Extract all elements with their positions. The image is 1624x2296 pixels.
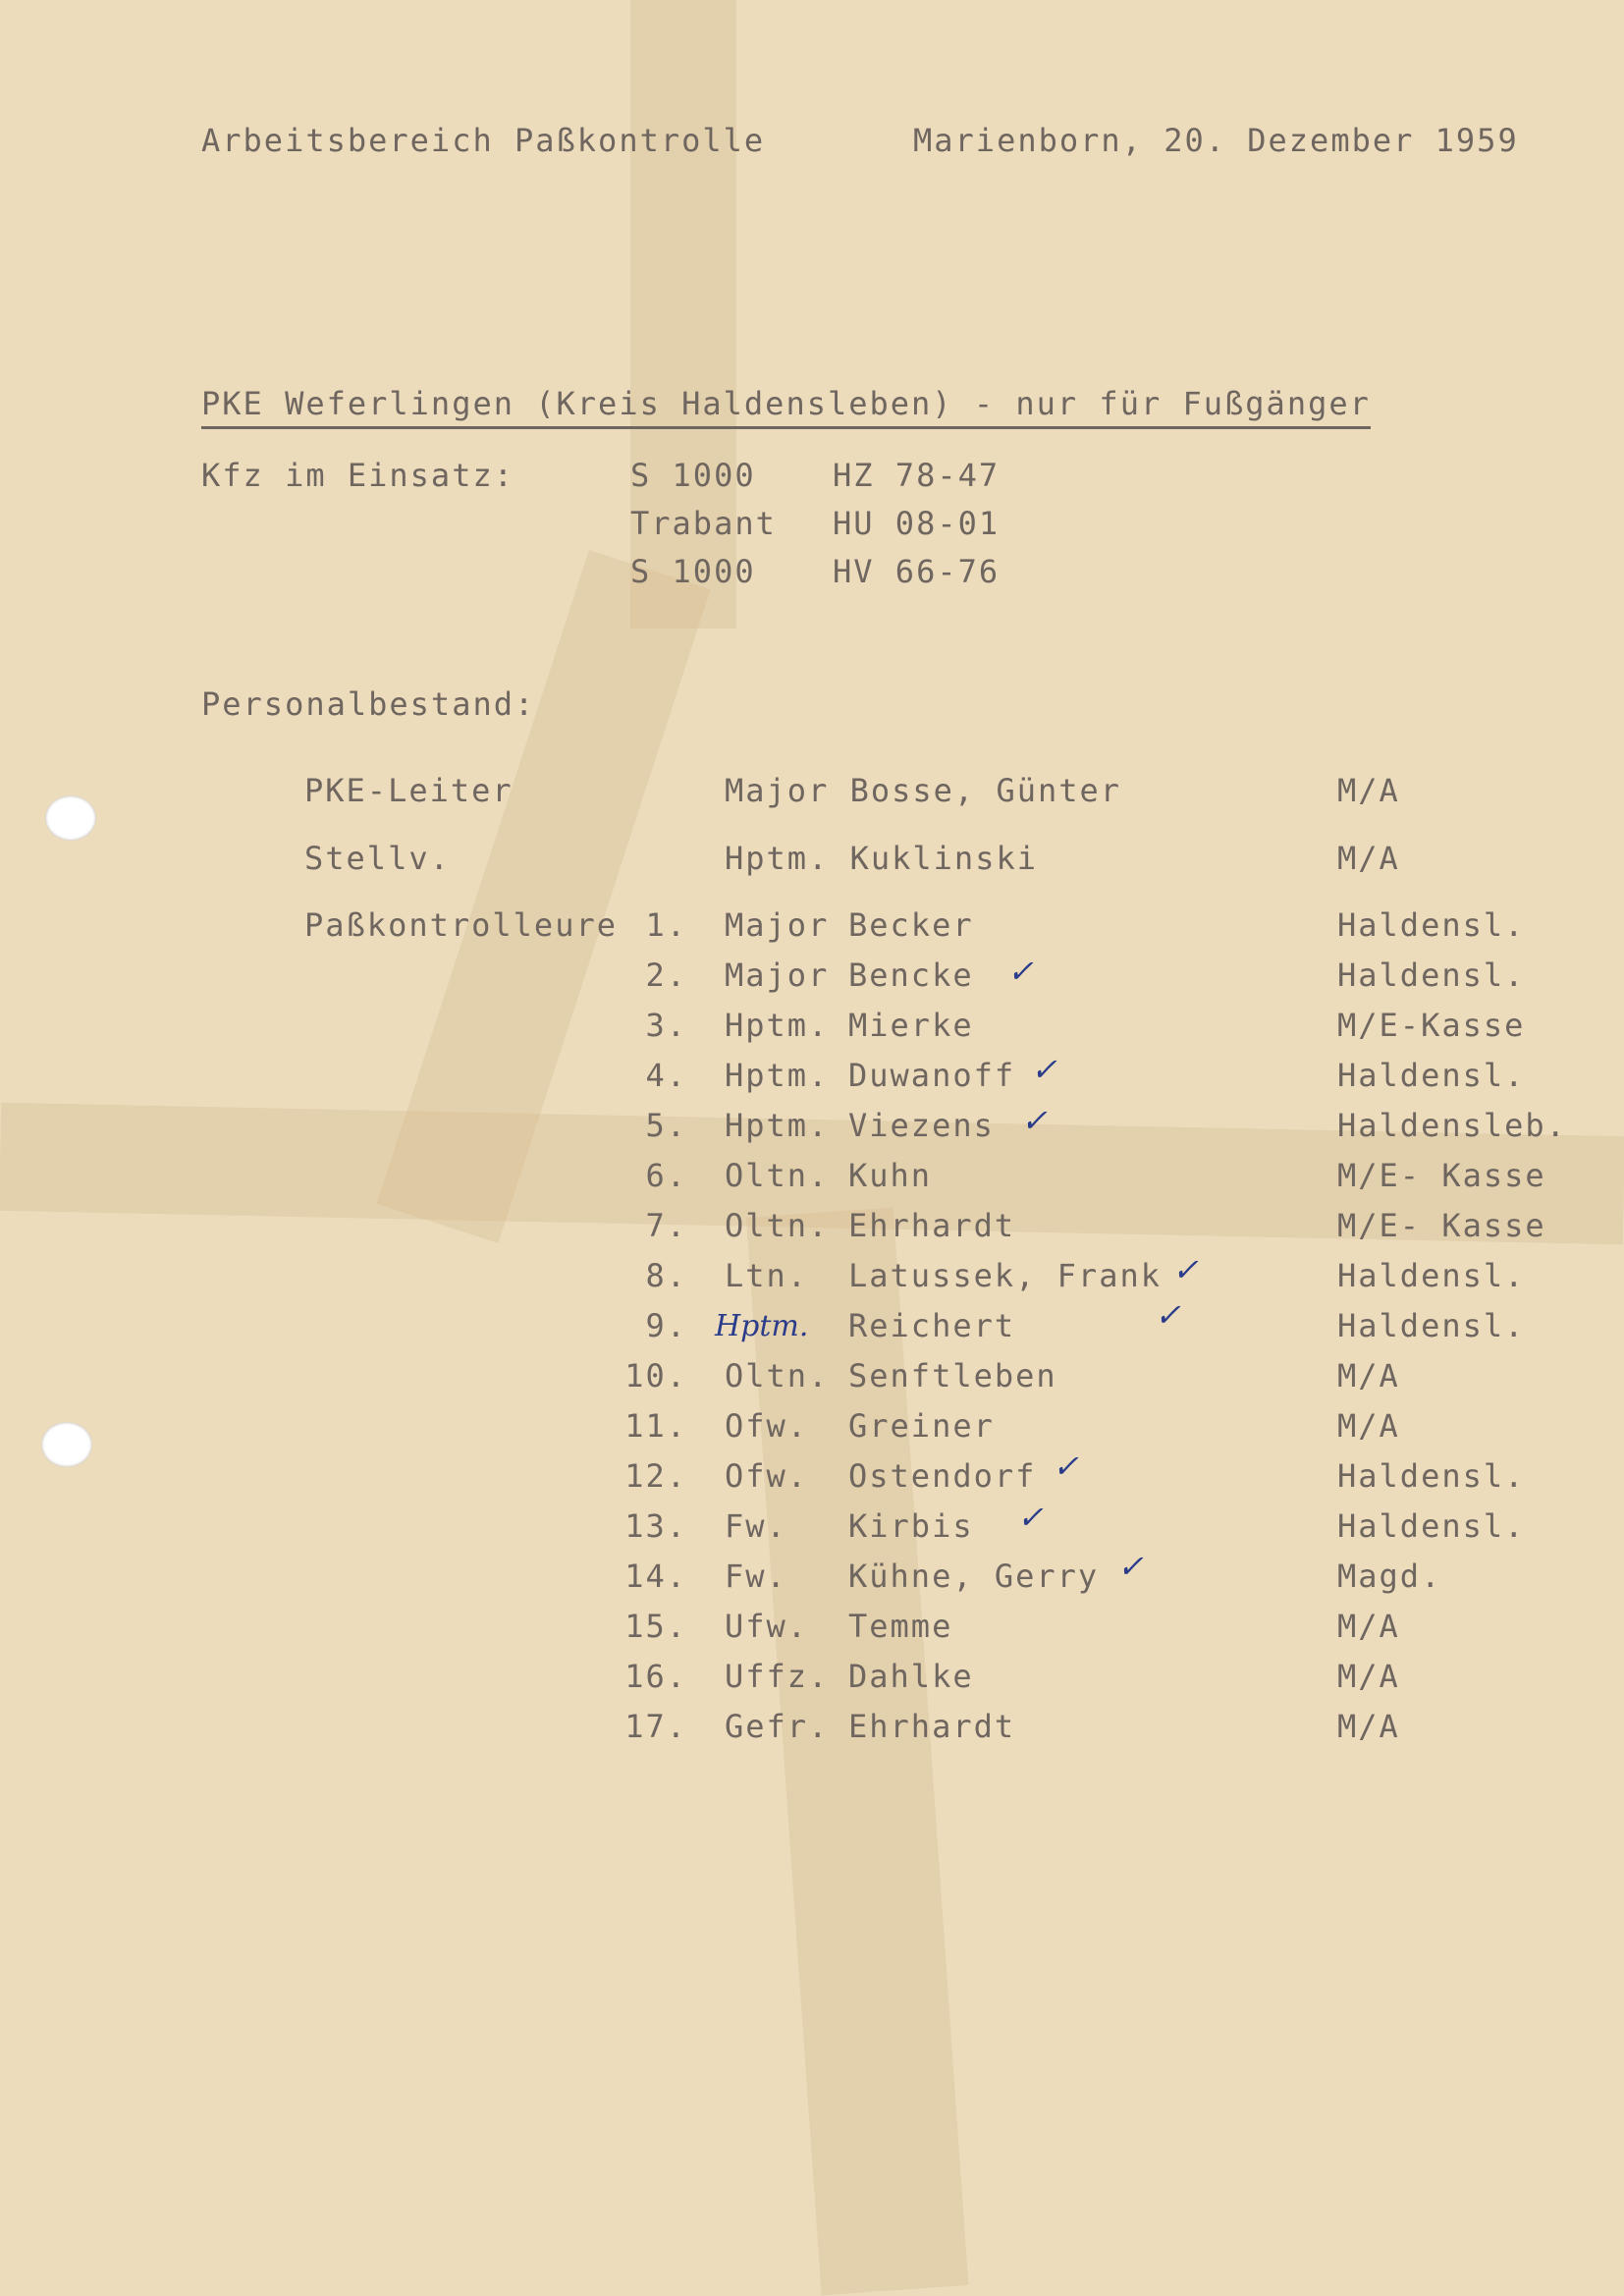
controller-rank: Oltn. xyxy=(725,1207,830,1244)
controller-location: Haldensl. xyxy=(1337,957,1526,994)
controller-rank: Ufw. xyxy=(725,1608,809,1645)
controller-rank: Hptm. xyxy=(725,1057,830,1094)
controller-name: Bencke xyxy=(848,957,974,994)
deputy-name: Hptm. Kuklinski xyxy=(725,840,1038,877)
controller-name: Viezens xyxy=(848,1107,995,1144)
controller-rank: Fw. xyxy=(725,1558,787,1595)
controller-name: Kuhn xyxy=(848,1157,933,1194)
controller-rank: Gefr. xyxy=(725,1708,830,1745)
controller-number: 6. xyxy=(645,1157,687,1194)
controller-rank: Uffz. xyxy=(725,1658,830,1695)
controller-name: Kirbis xyxy=(848,1507,974,1545)
checkmark-icon: ✓ xyxy=(1053,1448,1079,1485)
controller-row xyxy=(0,1007,1624,1052)
controller-row xyxy=(0,1057,1624,1102)
controller-location: M/E- Kasse xyxy=(1337,1157,1546,1194)
controller-row xyxy=(0,1407,1624,1452)
controller-location: M/A xyxy=(1337,1708,1400,1745)
vehicle-plate: HV 66-76 xyxy=(833,553,1001,590)
controller-row xyxy=(0,1207,1624,1252)
controller-number: 17. xyxy=(624,1708,687,1745)
checkmark-icon: ✓ xyxy=(1031,1051,1057,1088)
controller-name: Dahlke xyxy=(848,1658,974,1695)
controller-row xyxy=(0,1307,1624,1352)
controller-location: M/E-Kasse xyxy=(1337,1007,1526,1044)
controller-name: Latussek, Frank xyxy=(848,1257,1162,1294)
controller-location: Haldensl. xyxy=(1337,1507,1526,1545)
controller-row xyxy=(0,1608,1624,1653)
vehicle-model: S 1000 xyxy=(630,457,756,494)
controller-row xyxy=(0,1658,1624,1703)
controller-name: Becker xyxy=(848,906,974,944)
checkmark-icon: ✓ xyxy=(1117,1548,1144,1585)
department-header: Arbeitsbereich Paßkontrolle xyxy=(201,122,766,159)
controller-row xyxy=(0,906,1624,952)
vehicles-label: Kfz im Einsatz: xyxy=(201,457,514,494)
controller-location: M/A xyxy=(1337,1357,1400,1394)
controller-row xyxy=(0,957,1624,1002)
controller-rank: Ofw. xyxy=(725,1407,809,1445)
controller-row xyxy=(0,1157,1624,1202)
controller-rank: Ltn. xyxy=(725,1257,809,1294)
controller-row xyxy=(0,1507,1624,1553)
controller-number: 5. xyxy=(645,1107,687,1144)
controller-rank: Major xyxy=(725,906,830,944)
controller-name: Kühne, Gerry xyxy=(848,1558,1100,1595)
controller-number: 4. xyxy=(645,1057,687,1094)
place-date: Marienborn, 20. Dezember 1959 xyxy=(913,122,1519,159)
controller-rank: Hptm. xyxy=(725,1107,830,1144)
controller-rank: Hptm. xyxy=(725,1007,830,1044)
controller-name: Ehrhardt xyxy=(848,1708,1016,1745)
controller-name: Duwanoff xyxy=(848,1057,1016,1094)
punch-hole-top xyxy=(45,795,96,841)
controller-row xyxy=(0,1257,1624,1302)
controller-name: Greiner xyxy=(848,1407,995,1445)
controller-rank: Ofw. xyxy=(725,1457,809,1495)
controller-number: 8. xyxy=(645,1257,687,1294)
checkmark-icon: ✓ xyxy=(1021,1102,1048,1139)
controller-location: M/E- Kasse xyxy=(1337,1207,1546,1244)
vehicle-model: Trabant xyxy=(630,505,777,542)
controller-rank: Fw. xyxy=(725,1507,787,1545)
controller-number: 9. xyxy=(645,1307,687,1344)
document-title: PKE Weferlingen (Kreis Haldensleben) - nur für Fußgänger xyxy=(201,385,1371,429)
controller-row xyxy=(0,1107,1624,1152)
controller-row xyxy=(0,1558,1624,1603)
checkmark-icon: ✓ xyxy=(1007,953,1034,990)
controller-location: Haldensl. xyxy=(1337,1257,1526,1294)
controller-row xyxy=(0,1357,1624,1402)
deputy-role: Stellv. xyxy=(304,840,451,877)
controller-name: Temme xyxy=(848,1608,953,1645)
controller-number: 10. xyxy=(624,1357,687,1394)
controllers-label: Paßkontrolleure xyxy=(304,906,618,944)
controller-location: Haldensl. xyxy=(1337,1457,1526,1495)
controller-number: 1. xyxy=(645,906,687,944)
controller-number: 11. xyxy=(624,1407,687,1445)
controller-number: 2. xyxy=(645,957,687,994)
controller-number: 16. xyxy=(624,1658,687,1695)
controller-location: Haldensleb. xyxy=(1337,1107,1567,1144)
controller-number: 14. xyxy=(624,1558,687,1595)
controller-row xyxy=(0,1708,1624,1753)
controller-location: M/A xyxy=(1337,1407,1400,1445)
controller-location: M/A xyxy=(1337,1608,1400,1645)
controller-location: Magd. xyxy=(1337,1558,1442,1595)
checkmark-icon: ✓ xyxy=(1155,1296,1181,1334)
leader-name: Major Bosse, Günter xyxy=(725,772,1122,809)
controller-name: Reichert xyxy=(848,1307,1016,1344)
controller-location: M/A xyxy=(1337,1658,1400,1695)
deputy-location: M/A xyxy=(1337,840,1400,877)
vehicle-model: S 1000 xyxy=(630,553,756,590)
handwritten-rank: Hptm. xyxy=(715,1309,809,1343)
vehicle-plate: HZ 78-47 xyxy=(833,457,1001,494)
controller-rank: Oltn. xyxy=(725,1357,830,1394)
controller-name: Mierke xyxy=(848,1007,974,1044)
checkmark-icon: ✓ xyxy=(1172,1251,1199,1288)
controller-number: 12. xyxy=(624,1457,687,1495)
controller-location: Haldensl. xyxy=(1337,906,1526,944)
controller-rank: Major xyxy=(725,957,830,994)
leader-location: M/A xyxy=(1337,772,1400,809)
controller-row xyxy=(0,1457,1624,1503)
controller-number: 3. xyxy=(645,1007,687,1044)
personnel-label: Personalbestand: xyxy=(201,685,536,723)
controller-location: Haldensl. xyxy=(1337,1307,1526,1344)
controller-name: Senftleben xyxy=(848,1357,1057,1394)
leader-role: PKE-Leiter xyxy=(304,772,514,809)
checkmark-icon: ✓ xyxy=(1017,1499,1044,1536)
controller-number: 7. xyxy=(645,1207,687,1244)
controller-number: 15. xyxy=(624,1608,687,1645)
controller-number: 13. xyxy=(624,1507,687,1545)
controller-name: Ehrhardt xyxy=(848,1207,1016,1244)
controller-name: Ostendorf xyxy=(848,1457,1037,1495)
controller-rank: Oltn. xyxy=(725,1157,830,1194)
controller-location: Haldensl. xyxy=(1337,1057,1526,1094)
vehicle-plate: HU 08-01 xyxy=(833,505,1001,542)
